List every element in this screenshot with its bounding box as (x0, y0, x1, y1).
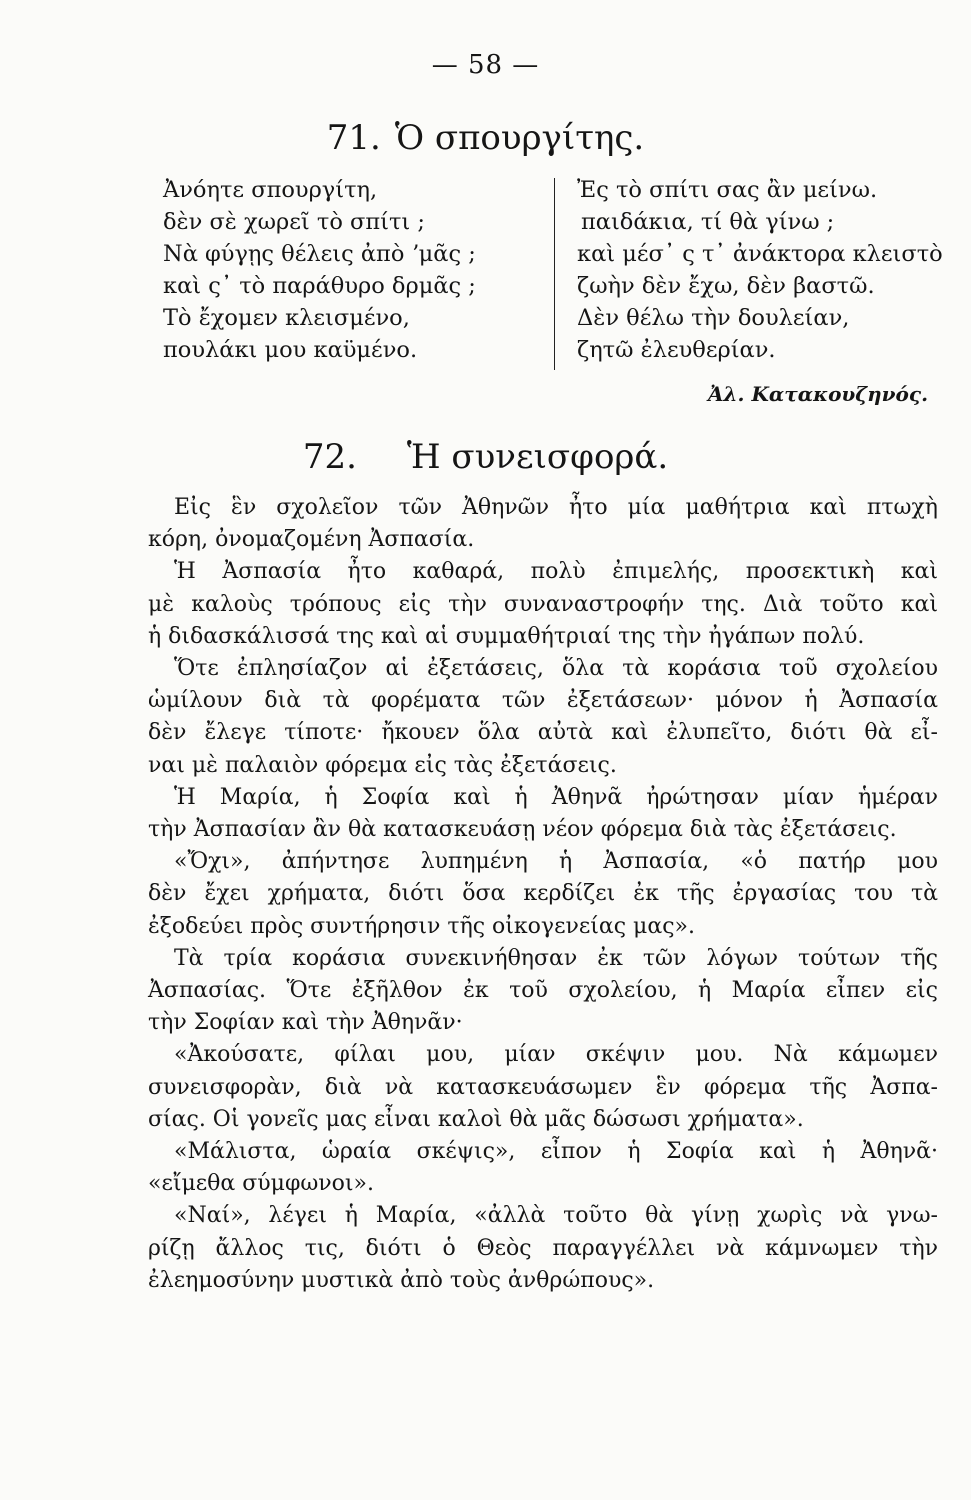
poem-line: ζωὴν δὲν ἔχω, δὲν βαστῶ. (577, 273, 875, 299)
story-line: σίας. Οἱ γονεῖς μας εἶναι καλοὶ θὰ μᾶς δώσωσι χρήματα». (148, 1106, 804, 1132)
poem-line: Τὸ ἔχομεν κλεισμένο, (163, 305, 410, 331)
story-line: «εἴμεθα σύμφωνοι». (148, 1171, 375, 1197)
poem-line: ζητῶ ἐλευθερίαν. (577, 337, 776, 363)
story-number: 72. (302, 437, 357, 477)
poem-line: Ἀνόητε σπουργίτη, (163, 177, 378, 203)
story-line: Ἡ Ἀσπασία ἦτο καθαρά, πολὺ ἐπιμελής, προσεκτικὴ καὶ (174, 559, 938, 585)
poem-line: δὲν σὲ χωρεῖ τὸ σπίτι ; (163, 209, 425, 235)
poem-line: Νὰ φύγῃς θέλεις ἀπὸ ʼμᾶς ; (163, 241, 476, 267)
poem-heading (0, 118, 971, 158)
story-line: συνεισφορὰν, διὰ νὰ κατασκευάσωμεν ἓν φόρεμα τῆς Ἀσπα- (148, 1074, 938, 1100)
poem-right-column (577, 174, 943, 366)
story-line: ναι μὲ παλαιὸν φόρεμα εἰς τὰς ἐξετάσεις. (148, 752, 617, 778)
story-line: ρίζῃ ἄλλος τις, διότι ὁ Θεὸς παραγγέλλει νὰ κάμνωμεν τὴν (148, 1235, 938, 1261)
story-line: δὲν ἔλεγε τίποτε· ἤκουεν ὅλα αὐτὰ καὶ ἐλυπεῖτο, διότι θὰ εἶ- (148, 720, 938, 746)
poem-author: Ἀλ. Κατακουζηνός. (708, 382, 929, 406)
story-line: ἐλεημοσύνην μυστικὰ ἀπὸ τοὺς ἀνθρώπους». (148, 1267, 655, 1293)
story-line: ὡμίλουν διὰ τὰ φορέματα τῶν ἐξετάσεων· μόνον ἡ Ἀσπασία (148, 688, 938, 714)
story-line: «Ναί», λέγει ἡ Μαρία, «ἀλλὰ τοῦτο θὰ γίνῃ χωρὶς νὰ γνω- (174, 1203, 938, 1229)
poem-line: παιδάκια, τί θὰ γίνω ; (581, 209, 835, 235)
poem-line: καὶ μέσ᾿ ς τ᾿ ἀνάκτορα κλειστὸ (577, 241, 943, 267)
story-line: δὲν ἔχει χρήματα, διότι ὅσα κερδίζει ἐκ τῆς ἐργασίας του τὰ (148, 881, 938, 907)
story-line: ἐξοδεύει πρὸς συντήρησιν τῆς οἰκογενείας μας». (148, 913, 695, 939)
poem-title: Ὁ σπουργίτης. (394, 118, 645, 158)
story-line: κόρη, ὀνομαζομένη Ἀσπασία. (148, 527, 475, 553)
column-divider (554, 178, 555, 370)
story-line: Εἰς ἓν σχολεῖον τῶν Ἀθηνῶν ἦτο μία μαθήτρια καὶ πτωχὴ (174, 495, 938, 520)
poem-line: Ἐς τὸ σπίτι σας ἂν μείνω. (577, 177, 878, 203)
poem-line: πουλάκι μου καϋμένο. (163, 337, 418, 363)
story-line: ἡ διδασκάλισσά της καὶ αἱ συμμαθήτριαί της τὴν ἠγάπων πολύ. (148, 623, 865, 649)
poem-left-column (163, 174, 476, 366)
poem-line: Δὲν θέλω τὴν δουλείαν, (577, 305, 850, 331)
poem-line: καὶ ς᾿ τὸ παράθυρο δρμᾶς ; (163, 273, 476, 299)
story-line: Τὰ τρία κοράσια συνεκινήθησαν ἐκ τῶν λόγων τούτων τῆς (174, 945, 938, 971)
story-line: «Ἀκούσατε, φίλαι μου, μίαν σκέψιν μου. Νὰ κάμωμεν (174, 1042, 938, 1068)
poem-number: 71. (326, 118, 381, 158)
page-number: — 58 — (431, 50, 540, 80)
story-line: μὲ καλοὺς τρόπους εἰς τὴν συναναστροφήν της. Διὰ τοῦτο καὶ (148, 591, 938, 617)
story-body (148, 492, 938, 1297)
story-line: Ἡ Μαρία, ἡ Σοφία καὶ ἡ Ἀθηνᾶ ἠρώτησαν μίαν ἡμέραν (174, 784, 938, 810)
story-line: «Μάλιστα, ὡραία σκέψις», εἶπον ἡ Σοφία καὶ ἡ Ἀθηνᾶ· (174, 1139, 938, 1165)
story-line: τὴν Ἀσπασίαν ἂν θὰ κατασκευάσῃ νέον φόρεμα διὰ τὰς ἐξετάσεις. (148, 817, 897, 843)
story-line: Ἀσπασίας. Ὅτε ἐξῆλθον ἐκ τοῦ σχολείου, ἡ Μαρία εἶπεν εἰς (148, 978, 938, 1004)
story-heading (0, 437, 971, 477)
story-line: τὴν Σοφίαν καὶ τὴν Ἀθηνᾶν· (148, 1010, 463, 1036)
story-line: Ὅτε ἐπλησίαζον αἱ ἐξετάσεις, ὅλα τὰ κοράσια τοῦ σχολείου (174, 656, 938, 682)
story-line: «Ὄχι», ἀπήντησε λυπημένη ἡ Ἀσπασία, «ὁ πατήρ μου (174, 849, 938, 875)
story-title: Ἡ συνεισφορά. (406, 437, 669, 477)
